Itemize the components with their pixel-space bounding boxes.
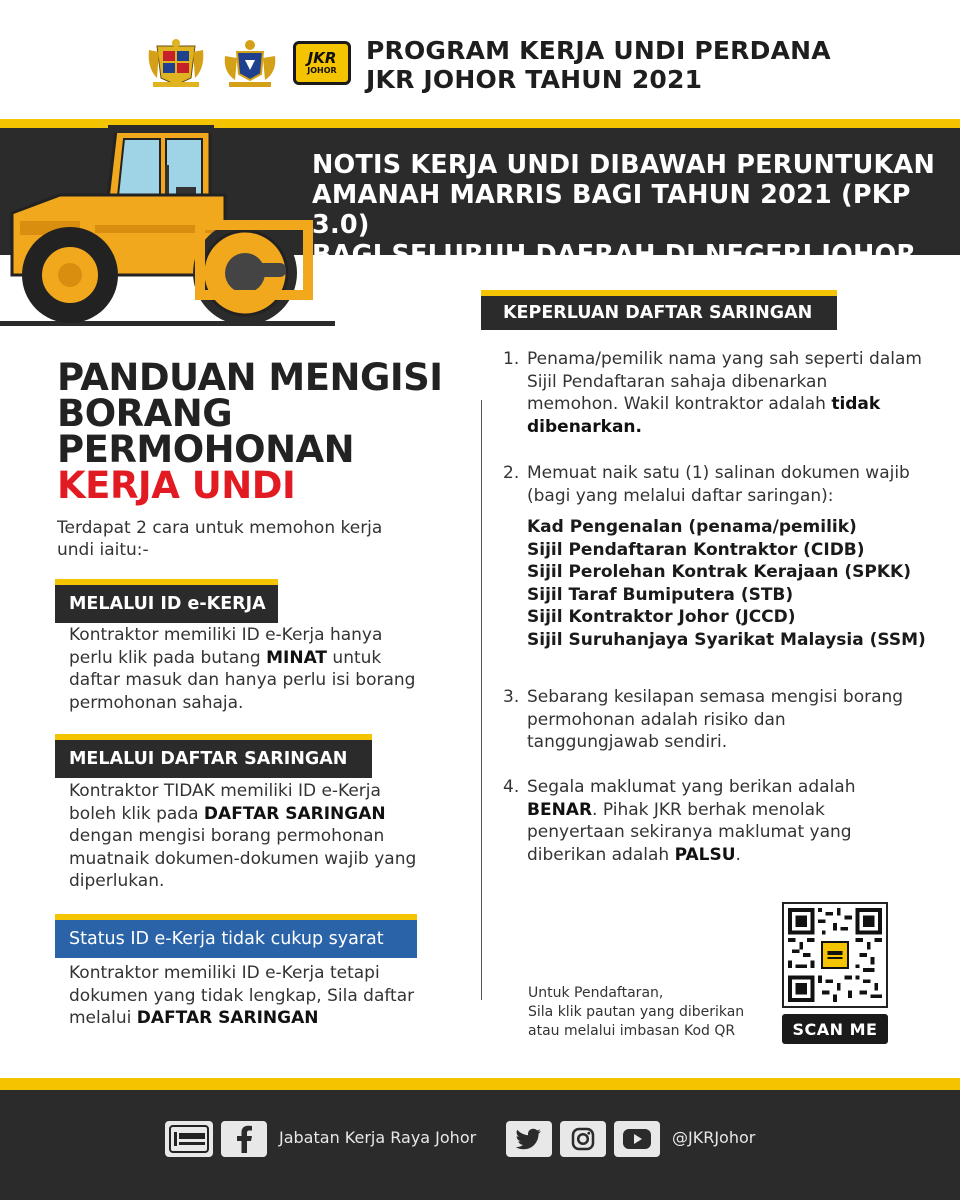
section-status-body [69, 962, 439, 1030]
section-saringan-bold: DAFTAR SARINGAN [203, 803, 386, 824]
guide-title [57, 356, 443, 507]
list-item: Sijil Suruhanjaya Syarikat Malaysia (SSM) [527, 629, 926, 650]
list-item: Sijil Kontraktor Johor (JCCD) [527, 607, 796, 627]
notice-title [312, 150, 952, 270]
requirement-number: 4. [503, 777, 520, 797]
section-saringan-text2: dengan mengisi borang permohonan muatnaik dokumen-dokumen wajib yang diperlukan. [69, 826, 417, 891]
requirement-3-text: Sebarang kesilapan semasa mengisi borang permohonan adalah risiko dan tanggungjawab sendiri. [527, 687, 904, 752]
requirement-4-text1: Segala maklumat yang berikan adalah [527, 777, 856, 797]
malaysia-coat-of-arms-logo [145, 38, 207, 88]
requirement-text [527, 348, 923, 438]
guide-intro: Terdapat 2 cara untuk memohon kerja undi iaitu:- [57, 518, 383, 560]
requirement-number: 2. [503, 463, 520, 483]
list-item: Sijil Perolehan Kontrak Kerajaan (SPKK) [527, 562, 911, 582]
registration-note-line2: Sila klik pautan yang diberikan [528, 1004, 745, 1020]
section-ekerja-body [69, 624, 429, 714]
footer-twitter[interactable] [506, 1121, 552, 1157]
section-status-bold: DAFTAR SARINGAN [136, 1008, 319, 1028]
scan-me-label: SCAN ME [782, 1014, 888, 1044]
program-title-line1: PROGRAM KERJA UNDI PERDANA [366, 36, 831, 65]
requirement-item-4 [503, 776, 923, 866]
section-status-text1: Kontraktor memiliki ID e-Kerja tetapi dokumen yang tidak lengkap, Sila daftar melalui [69, 963, 415, 1028]
requirement-item-1 [503, 348, 923, 438]
registration-note [528, 984, 778, 1041]
section-status-heading: Status ID e-Kerja tidak cukup syarat [55, 920, 417, 958]
guide-title-line2: BORANG [57, 392, 233, 435]
yellow-stripe-bottom [0, 1078, 960, 1090]
footer-org-name: Jabatan Kerja Raya Johor [279, 1128, 477, 1147]
logo-group [145, 38, 351, 88]
requirement-1-text: Penama/pemilik nama yang sah seperti dalam Sijil Pendaftaran sahaja dibenarkan memohon. Wakil kontraktor adalah [527, 349, 922, 414]
list-item: Kad Pengenalan (penama/pemilik) [527, 517, 857, 537]
notice-line3: BAGI SELURUH DAERAH DI NEGERI JOHOR [312, 240, 917, 270]
jkr-logo [293, 41, 351, 85]
header [0, 0, 960, 120]
section-ekerja-bold: MINAT [266, 647, 328, 668]
jkr-logo-icon [165, 1121, 213, 1157]
footer-jkr-logo [165, 1121, 213, 1157]
program-title [366, 36, 831, 94]
column-divider [481, 400, 482, 1000]
requirement-4-bold2: PALSU [674, 844, 736, 865]
requirements-heading: KEPERLUAN DAFTAR SARINGAN [481, 296, 837, 330]
list-item: Sijil Pendaftaran Kontraktor (CIDB) [527, 539, 865, 560]
section-saringan-body [69, 780, 429, 893]
requirement-4-text [527, 776, 923, 866]
notice-line2: AMANAH MARRIS BAGI TAHUN 2021 (PKP 3.0) [312, 180, 911, 240]
requirement-item-3 [503, 686, 923, 754]
requirement-number: 1. [503, 349, 520, 369]
road-roller-illustration [0, 125, 335, 340]
requirement-2-text: Memuat naik satu (1) salinan dokumen wajib (bagi yang melalui daftar saringan): [527, 463, 910, 506]
footer-youtube[interactable] [614, 1121, 660, 1157]
requirement-number: 3. [503, 687, 520, 707]
youtube-icon[interactable] [614, 1121, 660, 1157]
registration-note-line3: atau melalui imbasan Kod QR [528, 1023, 736, 1039]
guide-title-highlight: KERJA UNDI [57, 464, 296, 507]
jkr-logo-text: JKR [307, 49, 337, 67]
requirement-1-bold: tidak dibenarkan. [527, 394, 881, 437]
guide-title-line1: PANDUAN MENGISI [57, 356, 443, 399]
section-ekerja-text2: untuk daftar masuk dan hanya perlu isi borang permohonan sahaja. [69, 647, 416, 713]
footer-facebook[interactable] [221, 1121, 267, 1157]
section-saringan-heading: MELALUI DAFTAR SARINGAN [55, 740, 372, 778]
johor-coat-of-arms-logo [219, 38, 281, 88]
requirement-4-bold1: BENAR [527, 799, 593, 820]
jkr-logo-subtext: JOHOR [307, 66, 337, 75]
facebook-icon[interactable] [221, 1121, 267, 1157]
section-ekerja-text1: Kontraktor memiliki ID e-Kerja hanya perlu klik pada butang [69, 625, 383, 668]
guide-title-line3: PERMOHONAN [57, 428, 355, 471]
footer [0, 1090, 960, 1200]
list-item: Sijil Taraf Bumiputera (STB) [527, 584, 794, 605]
instagram-icon[interactable] [560, 1121, 606, 1157]
notice-line1: NOTIS KERJA UNDI DIBAWAH PERUNTUKAN [312, 150, 935, 180]
qr-code[interactable] [782, 902, 888, 1008]
requirement-4-text2: . Pihak JKR berhak menolak penyertaan sekiranya maklumat yang diberikan adalah [527, 799, 852, 865]
twitter-icon[interactable] [506, 1121, 552, 1157]
required-documents-list [527, 516, 926, 651]
section-saringan-text1: Kontraktor TIDAK memiliki ID e-Kerja boleh klik pada [69, 781, 381, 824]
section-ekerja-heading: MELALUI ID e-KERJA [55, 585, 278, 623]
program-title-line2: JKR JOHOR TAHUN 2021 [366, 65, 703, 94]
requirement-item-2 [503, 462, 923, 507]
footer-instagram[interactable] [560, 1121, 606, 1157]
requirement-4-text3: . [735, 844, 741, 865]
registration-note-line1: Untuk Pendaftaran, [528, 985, 664, 1001]
footer-handle: @JKRJohor [672, 1128, 756, 1147]
